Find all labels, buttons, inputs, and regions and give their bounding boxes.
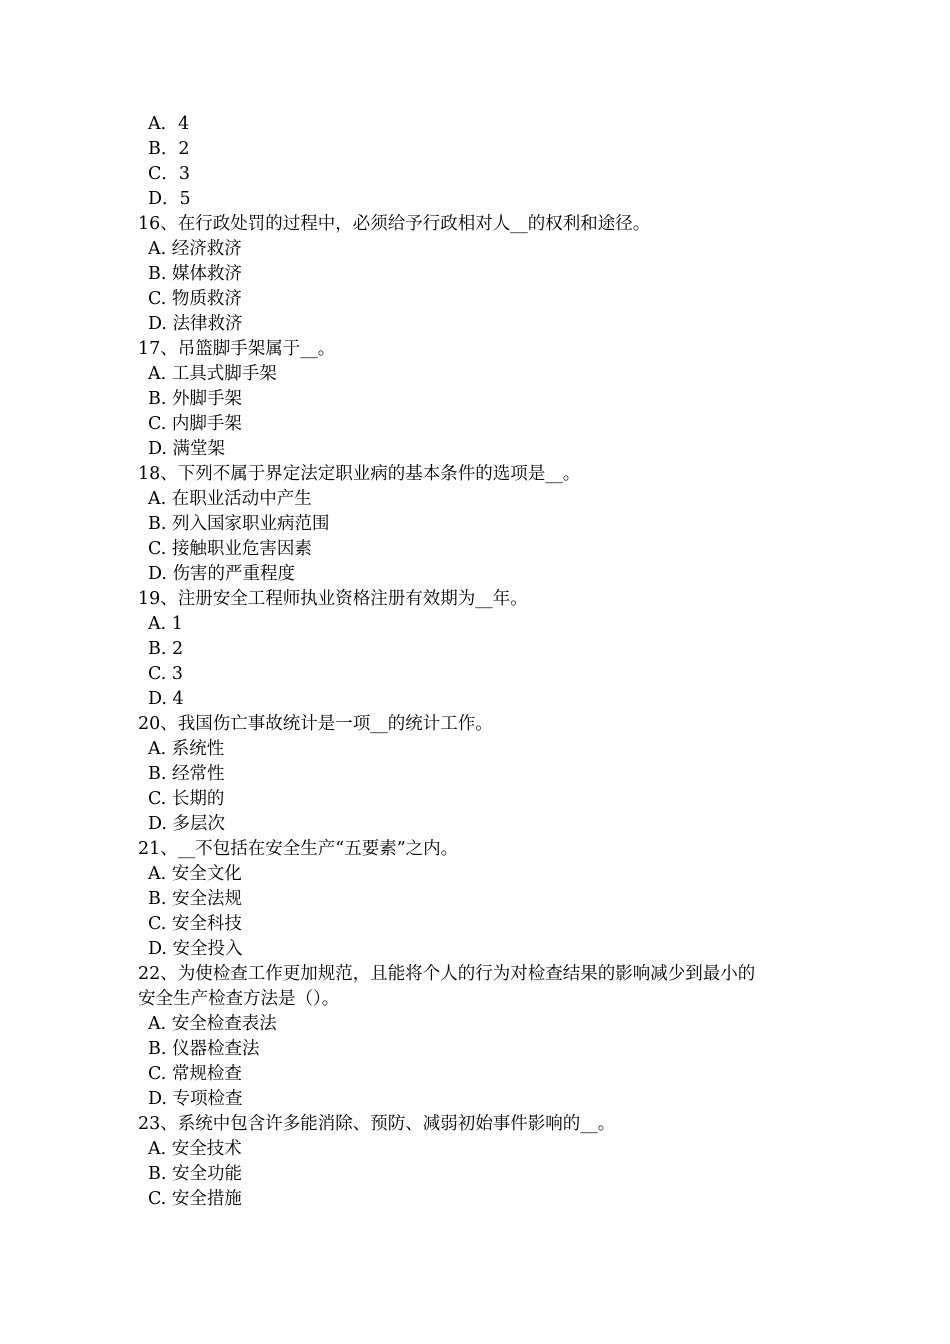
answer-option: A. 1 xyxy=(148,614,183,634)
question-text: 21、__不包括在安全生产“五要素”之内。 xyxy=(138,839,459,859)
answer-option: C. 物质救济 xyxy=(148,289,242,309)
answer-option: D．5 xyxy=(148,189,191,209)
question-list xyxy=(138,112,818,1212)
answer-option: A. 安全文化 xyxy=(148,864,242,884)
answer-option: C. 3 xyxy=(148,664,184,684)
answer-option: C. 安全措施 xyxy=(148,1189,242,1209)
question-text: 17、吊篮脚手架属于__。 xyxy=(138,339,336,359)
answer-option: D. 4 xyxy=(148,689,184,709)
question-text: 安全生产检查方法是（）。 xyxy=(138,989,340,1009)
answer-option: D. 专项检查 xyxy=(148,1089,243,1109)
answer-option: B. 经常性 xyxy=(148,764,225,784)
answer-option: C. 接触职业危害因素 xyxy=(148,539,312,559)
answer-option: C. 安全科技 xyxy=(148,914,242,934)
answer-option: C. 常规检查 xyxy=(148,1064,242,1084)
answer-option: B. 安全法规 xyxy=(148,889,242,909)
answer-option: A. 工具式脚手架 xyxy=(148,364,277,384)
answer-option: B. 2 xyxy=(148,639,184,659)
question-text: 23、系统中包含许多能消除、预防、减弱初始事件影响的__。 xyxy=(138,1114,616,1134)
answer-option: D. 多层次 xyxy=(148,814,226,834)
answer-option: A. 安全技术 xyxy=(148,1139,242,1159)
answer-option: A. 在职业活动中产生 xyxy=(148,489,312,509)
question-text: 18、下列不属于界定法定职业病的基本条件的选项是__。 xyxy=(138,464,581,484)
question-text: 19、注册安全工程师执业资格注册有效期为__年。 xyxy=(138,589,528,609)
answer-option: B. 外脚手架 xyxy=(148,389,242,409)
answer-option: D. 安全投入 xyxy=(148,939,243,959)
question-text: 22、为使检查工作更加规范，且能将个人的行为对检查结果的影响减少到最小的 xyxy=(138,964,756,984)
answer-option: A. 系统性 xyxy=(148,739,225,759)
answer-option: A．4 xyxy=(148,114,190,134)
answer-option: A. 安全检查表法 xyxy=(148,1014,277,1034)
answer-option: B. 媒体救济 xyxy=(148,264,242,284)
answer-option: B. 安全功能 xyxy=(148,1164,242,1184)
answer-option: C．3 xyxy=(148,164,191,184)
answer-option: D. 满堂架 xyxy=(148,439,226,459)
answer-option: D. 法律救济 xyxy=(148,314,243,334)
question-text: 20、我国伤亡事故统计是一项__的统计工作。 xyxy=(138,714,493,734)
question-text: 16、在行政处罚的过程中，必须给予行政相对人__的权利和途径。 xyxy=(138,214,651,234)
answer-option: D. 伤害的严重程度 xyxy=(148,564,296,584)
answer-option: C. 内脚手架 xyxy=(148,414,242,434)
answer-option: B．2 xyxy=(148,139,190,159)
answer-option: B. 列入国家职业病范围 xyxy=(148,514,330,534)
answer-option: A. 经济救济 xyxy=(148,239,242,259)
answer-option: B. 仪器检查法 xyxy=(148,1039,260,1059)
answer-option: C. 长期的 xyxy=(148,789,225,809)
